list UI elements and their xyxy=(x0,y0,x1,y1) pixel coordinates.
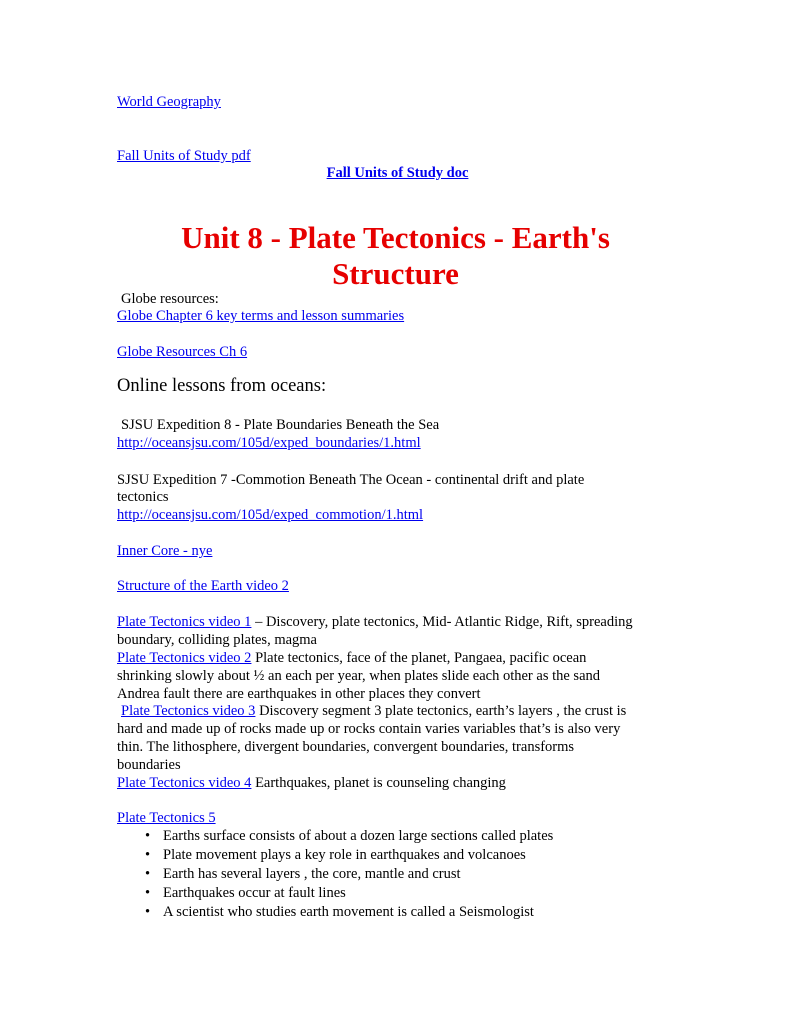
expedition8-text: SJSU Expedition 8 - Plate Boundaries Beneath the Sea xyxy=(121,417,440,433)
world-geography-link[interactable]: World Geography xyxy=(117,94,221,110)
fall-units-doc-link[interactable]: Fall Units of Study doc xyxy=(326,165,469,181)
pt2-row xyxy=(117,649,586,667)
list-item: • Earths surface consists of about a dozen large sections called plates xyxy=(117,827,553,846)
expedition7-url-link[interactable]: http://oceansjsu.com/105d/exped_commotion/1.html xyxy=(117,507,424,523)
plate-tectonics-video4-link[interactable]: Plate Tectonics video 4 xyxy=(117,775,252,791)
pt3-description: Discovery segment 3 plate tectonics, earth’s layers , the crust is xyxy=(255,703,627,719)
list-item: • Earth has several layers , the core, mantle and crust xyxy=(117,865,553,884)
pt3-description-cont1: hard and made up of rocks made up or rocks contain varies variables that’s is also very xyxy=(117,721,621,737)
pt2-description-cont1: shrinking slowly about ½ an each per year, when plates slide each other as the sand xyxy=(117,668,601,684)
plate-tectonics-5-link[interactable]: Plate Tectonics 5 xyxy=(117,810,216,826)
pt3-description-cont2: thin. The lithosphere, divergent boundaries, convergent boundaries, transforms xyxy=(117,739,575,755)
plate-tectonics-video2-link[interactable]: Plate Tectonics video 2 xyxy=(117,650,252,666)
fall-units-doc-wrapper xyxy=(0,165,791,182)
list-item: • A scientist who studies earth movement is called a Seismologist xyxy=(117,903,553,922)
pt3-row xyxy=(121,702,626,720)
expedition7-text-line2: tectonics xyxy=(117,489,169,505)
list-item: • Plate movement plays a key role in earthquakes and volcanoes xyxy=(117,846,553,865)
globe-resources-label: Globe resources: xyxy=(121,291,219,307)
expedition8-url-link[interactable]: http://oceansjsu.com/105d/exped_boundaries/1.html xyxy=(117,435,421,451)
pt1-description-cont: boundary, colliding plates, magma xyxy=(117,632,317,648)
globe-resources-ch6-link[interactable]: Globe Resources Ch 6 xyxy=(117,344,248,360)
pt3-description-cont3: boundaries xyxy=(117,757,181,773)
fall-units-pdf-link[interactable]: Fall Units of Study pdf xyxy=(117,148,251,164)
list-item: • Earthquakes occur at fault lines xyxy=(117,884,553,903)
pt4-description: Earthquakes, planet is counseling changing xyxy=(251,775,506,791)
pt1-description: – Discovery, plate tectonics, Mid- Atlantic Ridge, Rift, spreading xyxy=(251,614,633,630)
expedition7-text-line1: SJSU Expedition 7 -Commotion Beneath The Ocean - continental drift and plate xyxy=(117,472,585,488)
pt4-row xyxy=(117,774,506,792)
plate-tectonics-video1-link[interactable]: Plate Tectonics video 1 xyxy=(117,614,252,630)
pt2-description-cont2: Andrea fault there are earthquakes in other places they convert xyxy=(117,686,481,702)
plate-tectonics-5-bullets xyxy=(117,827,553,922)
structure-earth-video2-link[interactable]: Structure of the Earth video 2 xyxy=(117,578,289,594)
pt2-description: Plate tectonics, face of the planet, Pangaea, pacific ocean xyxy=(251,650,587,666)
pt1-row xyxy=(117,613,633,631)
page-title-line1: Unit 8 - Plate Tectonics - Earth's xyxy=(181,220,610,255)
globe-chapter6-link[interactable]: Globe Chapter 6 key terms and lesson summaries xyxy=(117,308,405,324)
plate-tectonics-video3-link[interactable]: Plate Tectonics video 3 xyxy=(121,703,256,719)
page-title-line2: Structure xyxy=(332,256,459,291)
online-lessons-heading: Online lessons from oceans: xyxy=(117,376,327,396)
inner-core-link[interactable]: Inner Core - nye xyxy=(117,543,213,559)
